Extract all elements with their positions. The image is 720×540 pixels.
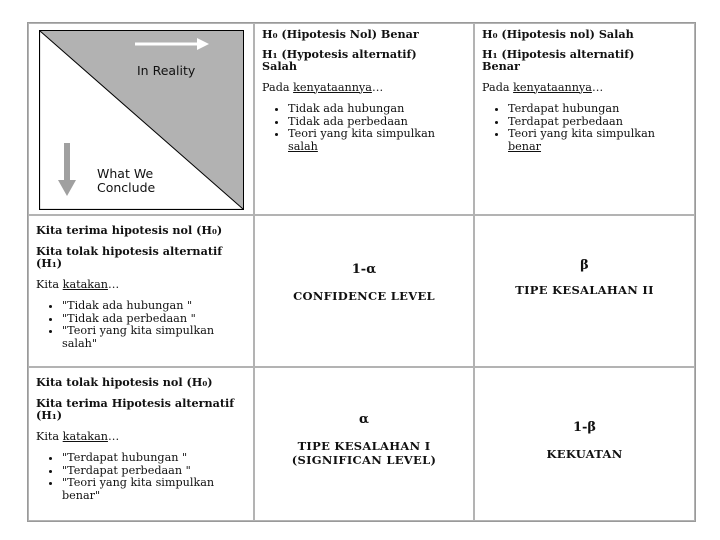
significance-level-label: (SIGNIFICAN LEVEL) [291,453,437,467]
power-cell [474,367,695,521]
accept-h0-row-header [28,215,254,367]
h0-true-header [254,23,474,215]
reality-diagram [39,30,244,210]
accept-h0-line: Kita terima hipotesis nol (H₀) [36,223,223,237]
h0-false-title: H₀ (Hipotesis nol) Salah [482,27,634,41]
benar-word: benar [508,139,542,153]
list-item: • "Terdapat hubungan " [62,452,249,465]
list-item: • Teori yang kita simpulkan benar [508,128,690,153]
h1-false-line2: Salah [262,59,297,73]
salah-word: salah [288,139,318,153]
reality-intro: Pada kenyataannya… [482,80,604,94]
h1-true-line2: Benar [482,59,520,73]
power-label: KEKUATAN [546,447,623,461]
reject-h0-line: Kita tolak hipotesis nol (H₀) [36,375,213,389]
what-we-label: What We [97,166,154,181]
confidence-level-cell [254,215,474,367]
list-item: • "Tidak ada perbedaan " [62,313,249,326]
in-reality-label: In Reality [137,63,196,78]
reality-intro: Pada kenyataannya… [262,80,384,94]
reality-bullets [262,103,469,153]
list-item: • Teori yang kita simpulkan salah [288,128,469,153]
h1-true-line1: H₁ (Hipotesis alternatif) [482,46,635,61]
list-item: • Tidak ada perbedaan [288,116,469,129]
list-item: • "Teori yang kita simpulkan salah" [62,325,249,350]
reject-h1-symbol: (H₁) [36,256,63,270]
katakan-link: katakan [62,277,108,291]
alpha-symbol: α [358,412,369,427]
h0-true-title: H₀ (Hipotesis Nol) Benar [262,27,419,41]
list-item: • "Tidak ada hubungan " [62,300,249,313]
list-item: • "Terdapat perbedaan " [62,465,249,478]
type-1-error-label: TIPE KESALAHAN I [297,439,431,453]
conclude-label: Conclude [97,180,156,195]
conclusion-intro: Kita katakan… [36,429,120,443]
list-item: • Terdapat hubungan [508,103,690,116]
confidence-symbol: 1-α [351,262,377,277]
conclusion-bullets [36,300,249,350]
reality-diagram-cell [28,23,254,215]
kenyataannya-link: kenyataannya [293,80,372,94]
conclusion-bullets [36,452,249,502]
type-2-error-cell [474,215,695,367]
type-2-error-label: TIPE KESALAHAN II [515,283,654,297]
conclusion-intro: Kita katakan… [36,277,120,291]
list-item: • Tidak ada hubungan [288,103,469,116]
accept-h1-symbol: (H₁) [36,408,63,422]
power-symbol: 1-β [572,420,597,435]
h1-false-line1: H₁ (Hypotesis alternatif) [262,46,417,61]
list-item: • Terdapat perbedaan [508,116,690,129]
beta-symbol: β [580,258,589,273]
reality-bullets [482,103,690,153]
katakan-link: katakan [62,429,108,443]
reject-h0-row-header [28,367,254,521]
accept-h1-line: Kita terima Hipotesis alternatif [36,395,235,410]
reject-h1-line: Kita tolak hipotesis alternatif [36,243,223,258]
list-item: • "Teori yang kita simpulkan benar" [62,477,249,502]
confidence-label: CONFIDENCE LEVEL [293,289,435,303]
kenyataannya-link: kenyataannya [513,80,592,94]
type-1-error-cell [254,367,474,521]
hypothesis-table [27,22,696,522]
h0-false-header [474,23,695,215]
